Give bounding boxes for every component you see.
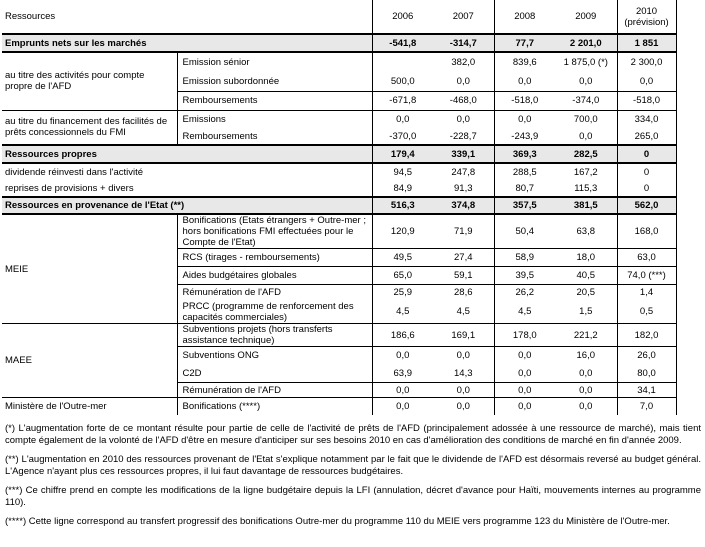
- row-label-emprunts: Emprunts nets sur les marchés: [2, 34, 372, 52]
- value-cell: 0: [617, 163, 676, 181]
- value-cell: 0,0: [396, 114, 410, 126]
- footnote-4: (****) Cette ligne correspond au transfert progressif des bonifications Outre-mer du programme 110 du MEIE vers programme 123 du Ministère de l'Outre-mer.: [5, 515, 670, 527]
- value-cell: 59,1: [433, 267, 494, 285]
- value-cell: 0,0: [518, 400, 532, 412]
- value-cell: 2 300,0: [617, 52, 676, 72]
- value-cell: 1,4: [617, 285, 676, 301]
- value-cell: -370,0: [372, 129, 433, 145]
- value-cell: 186,6: [372, 324, 433, 347]
- value-cell: 516,3: [372, 197, 433, 214]
- value-cell: 27,4: [433, 249, 494, 267]
- value-cell: 91,3: [433, 181, 494, 197]
- value-cell: 0,0: [396, 350, 410, 362]
- table-row: [2, 324, 676, 347]
- column-header-ressources: Ressources: [2, 0, 372, 34]
- row-label-etat: Ressources en provenance de l'Etat (**): [2, 197, 372, 214]
- value-cell: 0: [617, 181, 676, 197]
- value-cell: 700,0: [555, 110, 617, 129]
- value-cell: 0,5: [617, 301, 676, 324]
- value-cell: 0,0: [433, 110, 494, 129]
- value-cell: 0,0: [555, 365, 617, 383]
- value-cell: 80,7: [494, 181, 555, 197]
- value-cell: 26,0: [617, 347, 676, 365]
- table-row: [2, 145, 676, 163]
- row-label-remuneration-maee: Rémunération de l'AFD: [177, 383, 372, 398]
- value-cell: -374,0: [555, 91, 617, 110]
- footnote-1: (*) L'augmentation forte de ce montant résulte pour partie de celle de l'activité de prêts de l'AFD (principalement adossée à une ressource de marché), mais tient compte également de la volonté de l'AFD d'être en mesure d'anticiper sur ses besoins 2010 en cas d'amélioration des conditions de marché en fin d'année 2009.: [5, 422, 701, 446]
- table-row: [2, 181, 676, 197]
- row-label-remboursements-fmi: Remboursements: [177, 129, 372, 145]
- value-cell: 71,9: [433, 214, 494, 249]
- row-label-c2d: C2D: [177, 365, 372, 383]
- value-cell: [372, 52, 433, 72]
- table-row: [2, 110, 676, 129]
- value-cell: 334,0: [617, 110, 676, 129]
- footnote-2: (**) L'augmentation en 2010 des ressources provenant de l'Etat s'explique notamment par le fait que le dividende de l'AFD est désormais reversé au budget général. L'Agence n'ayant plus ces ressources propres, il lui faut davantage de ressources budgétaires.: [5, 453, 701, 477]
- value-cell: 14,3: [433, 365, 494, 383]
- table-row: [2, 34, 676, 52]
- value-cell: 115,3: [555, 181, 617, 197]
- row-label-subventions-ong: Subventions ONG: [177, 347, 372, 365]
- value-cell: 339,1: [433, 145, 494, 163]
- value-cell: 167,2: [555, 163, 617, 181]
- value-cell: 1 875,0 (*): [555, 52, 617, 72]
- value-cell: -228,7: [433, 129, 494, 145]
- value-cell: 500,0: [372, 72, 433, 91]
- table-row: [2, 52, 676, 72]
- value-cell: 58,9: [494, 249, 555, 267]
- row-label-aides: Aides budgétaires globales: [177, 267, 372, 285]
- value-cell: 4,5: [494, 301, 555, 324]
- value-cell: 1 851: [617, 34, 676, 52]
- value-cell: 77,7: [494, 34, 555, 52]
- group-label-meie: MEIE: [2, 214, 177, 324]
- value-cell: 7,0: [617, 398, 676, 415]
- row-label-bonifications-outre-mer: Bonifications (****): [177, 398, 372, 415]
- value-cell: 0,0: [433, 383, 494, 398]
- value-cell: -518,0: [494, 91, 555, 110]
- value-cell: 0,0: [555, 398, 617, 415]
- value-cell: 0,0: [555, 383, 617, 398]
- row-label-remuneration-meie: Rémunération de l'AFD: [177, 285, 372, 301]
- value-cell: 120,9: [372, 214, 433, 249]
- value-cell: 18,0: [555, 249, 617, 267]
- footnotes-section: [0, 423, 705, 528]
- row-label-reprises: reprises de provisions + divers: [2, 181, 372, 197]
- value-cell: 94,5: [393, 167, 413, 178]
- row-label-ressources-propres: Ressources propres: [2, 145, 372, 163]
- value-cell: 0,0: [372, 383, 433, 398]
- row-label-prcc: PRCC (programme de renforcement des capacités commerciales): [177, 301, 372, 324]
- value-cell: 0,0: [518, 350, 532, 362]
- value-cell: 0,0: [494, 383, 555, 398]
- row-label-emissions-fmi: Emissions: [177, 110, 372, 129]
- value-cell: 0,0: [396, 400, 410, 412]
- table-row: [2, 163, 676, 181]
- value-cell: 0,0: [617, 72, 676, 91]
- value-cell: 2 201,0: [555, 34, 617, 52]
- value-cell: -468,0: [433, 91, 494, 110]
- value-cell: 357,5: [494, 197, 555, 214]
- value-cell: 0,0: [555, 72, 617, 91]
- column-header-2006: 2006: [392, 11, 414, 22]
- value-cell: 65,0: [372, 267, 433, 285]
- table-header-row: [2, 0, 676, 34]
- value-cell: 26,2: [515, 287, 535, 299]
- value-cell: 0,0: [555, 129, 617, 145]
- value-cell: 562,0: [617, 197, 676, 214]
- value-cell: 0,0: [433, 72, 494, 91]
- value-cell: 34,1: [617, 383, 676, 398]
- value-cell: 4,5: [372, 301, 433, 324]
- value-cell: 178,0: [494, 324, 555, 347]
- row-label-emission-subordonnee: Emission subordonnée: [177, 72, 372, 91]
- value-cell: 282,5: [555, 145, 617, 163]
- value-cell: 0,0: [494, 72, 555, 91]
- value-cell: 4,5: [433, 301, 494, 324]
- value-cell: 179,4: [372, 145, 433, 163]
- table-row: [2, 197, 676, 214]
- value-cell: -518,0: [617, 91, 676, 110]
- row-label-bonifications-meie: Bonifications (Etats étrangers + Outre-mer ; hors bonifications FMI effectuées pour le Compte de l'Etat): [177, 214, 372, 249]
- value-cell: 0,0: [494, 365, 555, 383]
- value-cell: 382,0: [433, 52, 494, 72]
- value-cell: 16,0: [555, 347, 617, 365]
- value-cell: 20,5: [555, 285, 617, 301]
- table-row: [2, 214, 676, 249]
- value-cell: 63,9: [372, 365, 433, 383]
- value-cell: 221,2: [555, 324, 617, 347]
- value-cell: 1,5: [555, 301, 617, 324]
- value-cell: 28,6: [433, 285, 494, 301]
- footnote-3: (***) Ce chiffre prend en compte les modifications de la ligne budgétaire depuis la LFI (annulation, décret d'avance pour Haïti, mouvements internes au programme 110).: [5, 484, 701, 508]
- resources-table: [2, 0, 677, 415]
- column-header-2007: 2007: [433, 0, 494, 34]
- group-label-maee: MAEE: [2, 324, 177, 398]
- value-cell: 0: [617, 145, 676, 163]
- group-label-fmi-facilities: au titre du financement des facilités de prêts concessionnels du FMI: [2, 110, 177, 145]
- value-cell: 839,6: [512, 57, 537, 68]
- value-cell: 40,5: [555, 267, 617, 285]
- value-cell: 63,0: [617, 249, 676, 267]
- row-label-dividende: dividende réinvesti dans l'activité: [2, 163, 372, 181]
- row-label-emission-senior: Emission sénior: [177, 52, 372, 72]
- value-cell: 381,5: [555, 197, 617, 214]
- value-cell: 0,0: [433, 347, 494, 365]
- value-cell: 80,0: [617, 365, 676, 383]
- value-cell: 0,0: [433, 398, 494, 415]
- value-cell: -541,8: [372, 34, 433, 52]
- value-cell: -243,9: [494, 129, 555, 145]
- year-2010-sublabel: (prévision): [624, 16, 669, 28]
- value-cell: 265,0: [617, 129, 676, 145]
- column-header-2008: 2008: [514, 11, 536, 22]
- row-label-remboursements-afd: Remboursements: [177, 91, 372, 110]
- row-label-rcs: RCS (tirages - remboursements): [177, 249, 372, 267]
- value-cell: 247,8: [433, 163, 494, 181]
- value-cell: 84,9: [372, 181, 433, 197]
- value-cell: -314,7: [433, 34, 494, 52]
- value-cell: 169,1: [433, 324, 494, 347]
- value-cell: 49,5: [372, 249, 433, 267]
- group-label-afd-own-account: au titre des activités pour compte propre de l'AFD: [2, 52, 177, 110]
- value-cell: 0,0: [518, 114, 532, 126]
- value-cell: 369,3: [494, 145, 555, 163]
- value-cell: 63,8: [555, 214, 617, 249]
- column-header-2010: [617, 0, 676, 34]
- value-cell: 74,0 (***): [617, 267, 676, 285]
- value-cell: 39,5: [494, 267, 555, 285]
- value-cell: 288,5: [512, 167, 537, 178]
- value-cell: 182,0: [617, 324, 676, 347]
- value-cell: 50,4: [494, 214, 555, 249]
- year-2010-label: 2010: [635, 5, 658, 17]
- value-cell: 25,9: [393, 287, 413, 299]
- table-row: [2, 398, 676, 415]
- value-cell: 374,8: [433, 197, 494, 214]
- group-label-ministere-outre-mer: Ministère de l'Outre-mer: [2, 398, 177, 415]
- value-cell: -671,8: [372, 91, 433, 110]
- column-header-2009: 2009: [555, 0, 617, 34]
- row-label-subventions-projets: Subventions projets (hors transferts assistance technique): [177, 324, 372, 347]
- value-cell: 168,0: [617, 214, 676, 249]
